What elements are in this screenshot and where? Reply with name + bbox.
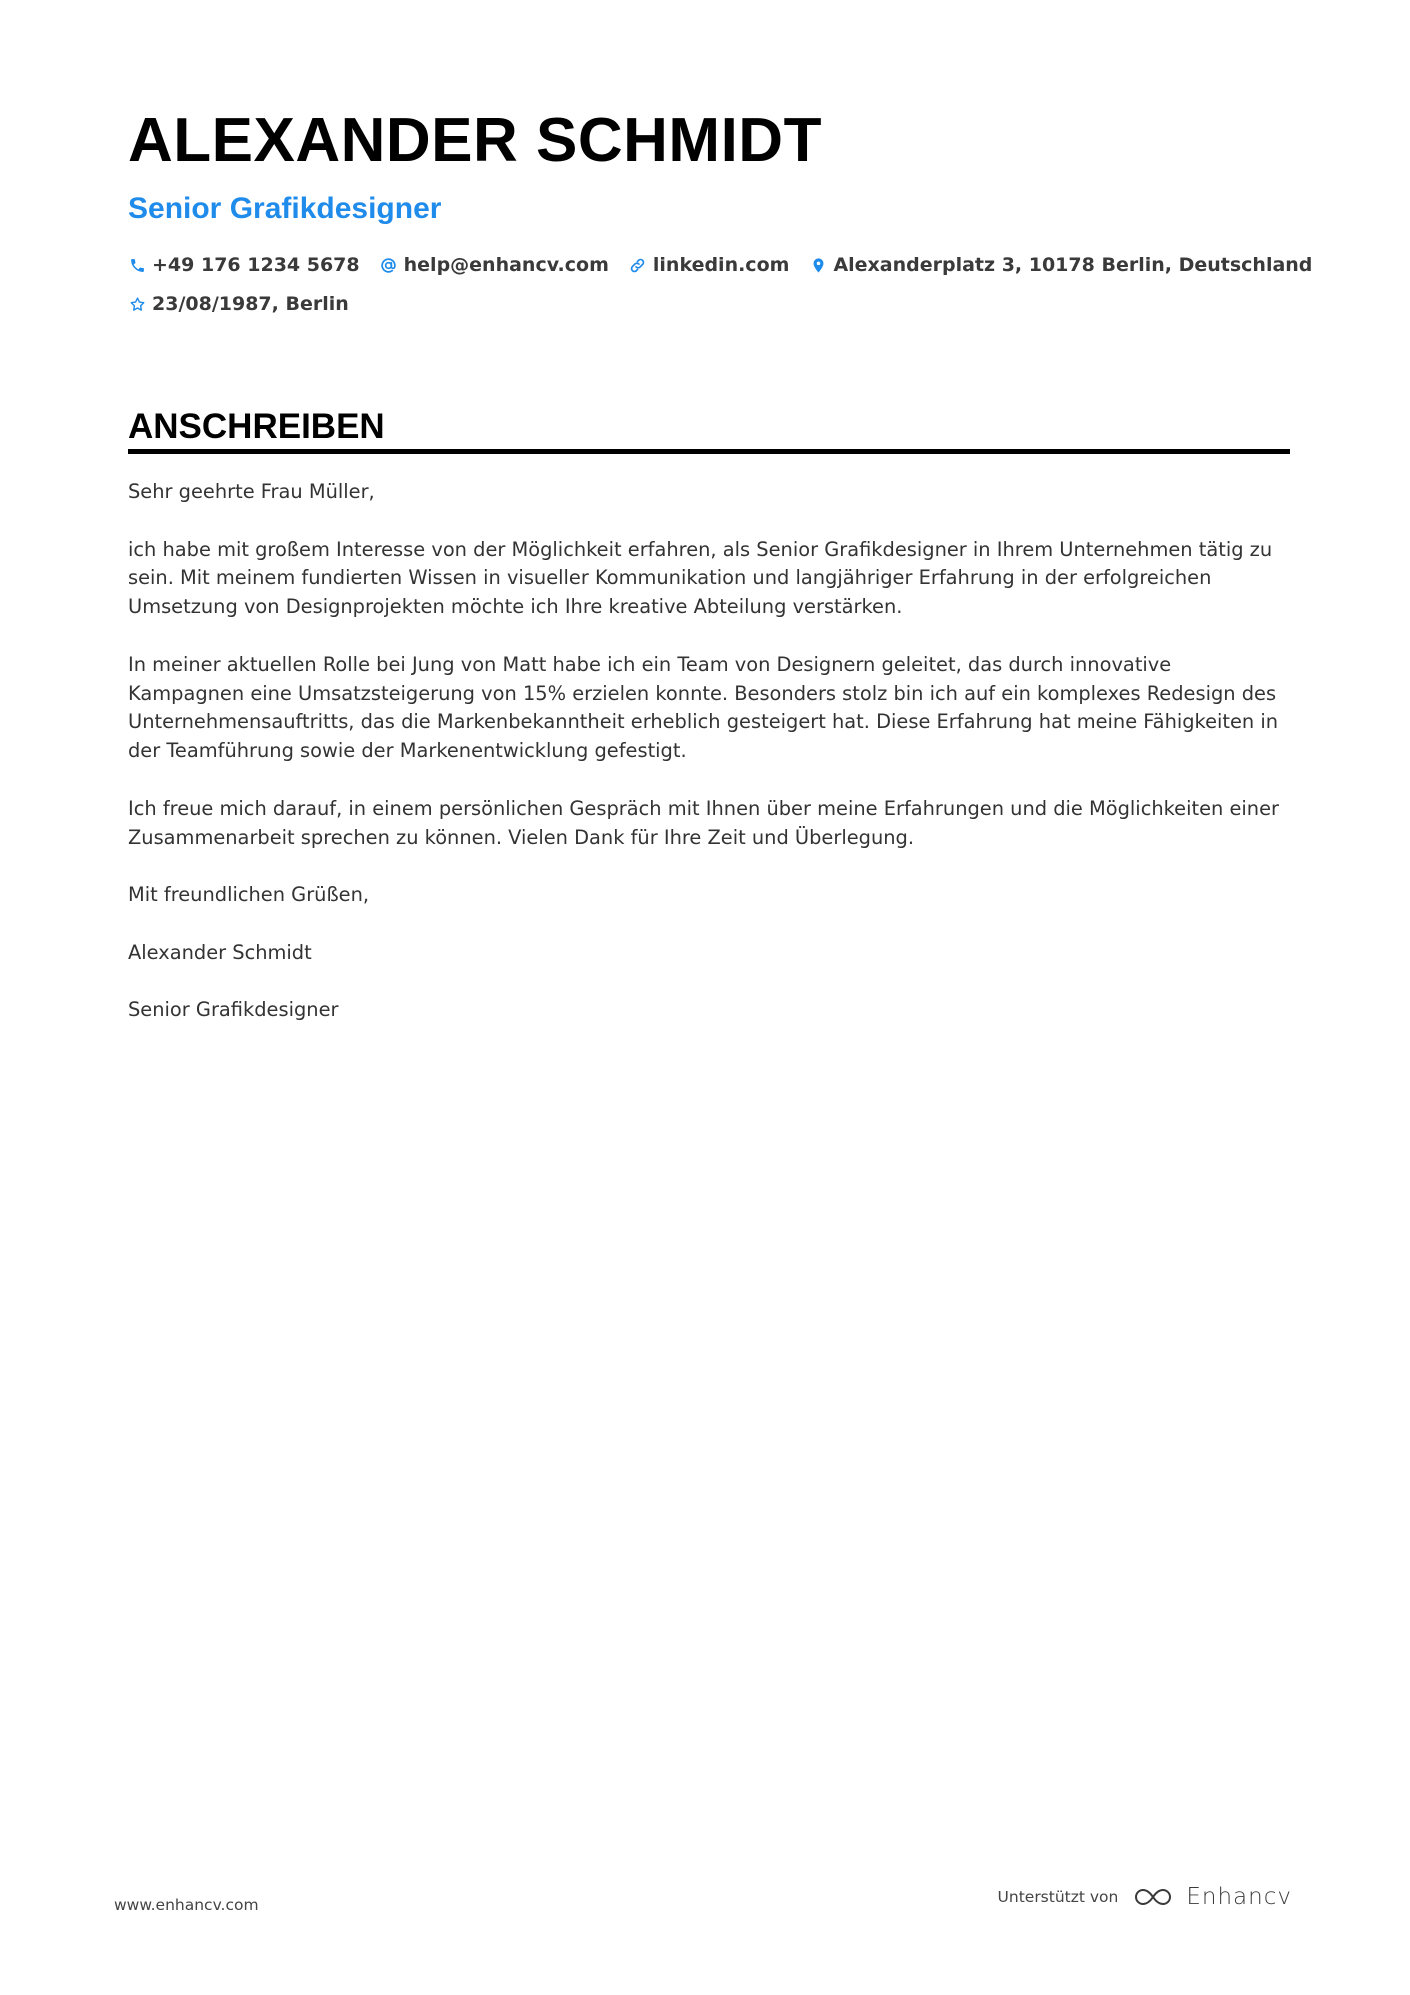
contact-address xyxy=(809,254,1312,276)
at-icon xyxy=(380,256,398,274)
star-icon xyxy=(128,295,146,313)
letter-body xyxy=(128,478,1290,1054)
candidate-name: ALEXANDER SCHMIDT xyxy=(128,106,822,175)
letter-paragraph: Ich freue mich darauf, in einem persönlichen Gespräch mit Ihnen über meine Erfahrungen und die Möglichkeiten einer Zusammenarbeit sprechen zu können. Vielen Dank für Ihre Zeit und Überlegung. xyxy=(128,796,1279,849)
contact-birth-text: 23/08/1987, Berlin xyxy=(152,293,349,315)
contact-phone-text: +49 176 1234 5678 xyxy=(152,254,360,276)
powered-by-label: Unterstützt von xyxy=(997,1888,1119,1906)
letter-closing: Mit freundlichen Grüßen, xyxy=(128,883,370,907)
contact-email[interactable] xyxy=(380,254,609,276)
contact-row-secondary xyxy=(128,293,369,315)
candidate-title: Senior Grafikdesigner xyxy=(128,192,442,225)
footer-branding[interactable] xyxy=(998,1884,1292,1910)
footer-website[interactable]: www.enhancv.com xyxy=(114,1896,259,1914)
infinity-logo-icon xyxy=(1130,1885,1176,1909)
contact-birth xyxy=(128,293,349,315)
phone-icon xyxy=(128,256,146,274)
link-icon xyxy=(629,256,647,274)
contact-email-text: help@enhancv.com xyxy=(403,254,609,276)
section-title: ANSCHREIBEN xyxy=(128,407,385,446)
contact-address-text: Alexanderplatz 3, 10178 Berlin, Deutschland xyxy=(833,254,1313,276)
contact-phone xyxy=(128,254,360,276)
contact-row xyxy=(128,254,1332,276)
signature-name: Alexander Schmidt xyxy=(128,940,312,964)
letter-paragraph: In meiner aktuellen Rolle bei Jung von Matt habe ich ein Team von Designern geleitet, das durch innovative Kampagnen eine Umsatzsteigerung von 15% erzielen konnte. Besonders stolz bin ich auf ein komplexes Redesign des Unternehmensauftritts, das die Markenbekanntheit erheblich gesteigert hat. Diese Erfahrung hat meine Fähigkeiten in der Teamführung sowie der Markenentwicklung gefestigt. xyxy=(128,652,1279,763)
brand-name: Enhancv xyxy=(1186,1884,1292,1910)
location-pin-icon xyxy=(809,256,827,274)
contact-website[interactable] xyxy=(629,254,790,276)
letter-salutation: Sehr geehrte Frau Müller, xyxy=(128,480,375,503)
signature-title: Senior Grafikdesigner xyxy=(128,998,339,1022)
contact-website-text: linkedin.com xyxy=(652,254,790,276)
section-divider xyxy=(128,449,1290,454)
letter-paragraph: ich habe mit großem Interesse von der Möglichkeit erfahren, als Senior Grafikdesigner in Ihrem Unternehmen tätig zu sein. Mit meinem fundierten Wissen in visueller Kommunikation und langjähriger Erfahrung in der erfolgreichen Umsetzung von Designprojekten möchte ich Ihre kreative Abteilung verstärken. xyxy=(128,537,1273,619)
